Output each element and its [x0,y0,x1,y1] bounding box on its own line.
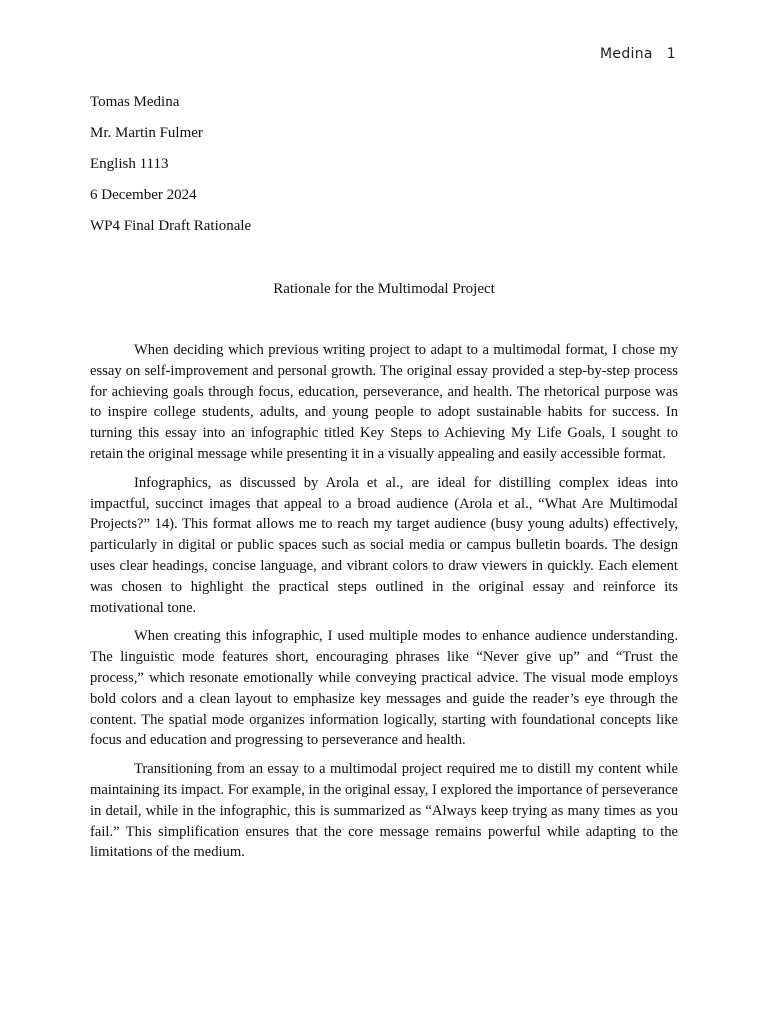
page-number: 1 [666,46,676,62]
assignment-name: WP4 Final Draft Rationale [90,218,252,234]
paragraph-1: When deciding which previous writing project to adapt to a multimodal format, I chose my essay on self-improvement and personal growth. The original essay provided a step-by-step process for achieving goals through focus, education, perseverance, and health. The rhetorical purpose was to inspire college students, adults, and young people to adopt sustainable habits for success. In turning this essay into an infographic titled Key Steps to Achieving My Life Goals, I sought to retain the original message while presenting it in a visually appealing and easily accessible format. [90,342,678,462]
paragraph-3: When creating this infographic, I used multiple modes to enhance audience understanding. The linguistic mode features short, encouraging phrases like “Never give up” and “Trust the process,” which resonate emotionally while conveying practical advice. The visual mode employs bold colors and a clean layout to emphasize key messages and guide the reader’s eye through the content. The spatial mode organizes information logically, starting with foundational concepts like focus and education and progressing to perseverance and health. [90,628,678,749]
course-name: English 1113 [90,156,169,172]
mla-heading [90,92,678,247]
paragraph-4: Transitioning from an essay to a multimodal project required me to distill my content while maintaining its impact. For example, in the original essay, I explored the importance of perseverance in detail, while in the infographic, this is summarized as “Always keep trying as many times as you fail.” This simplification ensures that the core message remains powerful while adapting to the limitations of the medium. [90,761,678,861]
instructor-name: Mr. Martin Fulmer [90,125,203,141]
student-name: Tomas Medina [90,94,180,110]
paragraph-2: Infographics, as discussed by Arola et al., are ideal for distilling complex ideas into impactful, succinct images that appeal to a broad audience (Arola et al., “What Are Multimodal Projects?” 14). This format allows me to reach my target audience (busy young adults) effectively, particularly in digital or public spaces such as social media or campus bulletin boards. The design uses clear headings, concise language, and vibrant colors to draw viewers in quickly. Each element was chosen to highlight the practical steps outlined in the original essay and reinforce its motivational tone. [90,474,678,616]
body-text [90,340,678,871]
document-title: Rationale for the Multimodal Project [273,281,495,297]
running-head [600,46,676,62]
date: 6 December 2024 [90,187,197,203]
running-head-surname: Medina [600,46,653,62]
